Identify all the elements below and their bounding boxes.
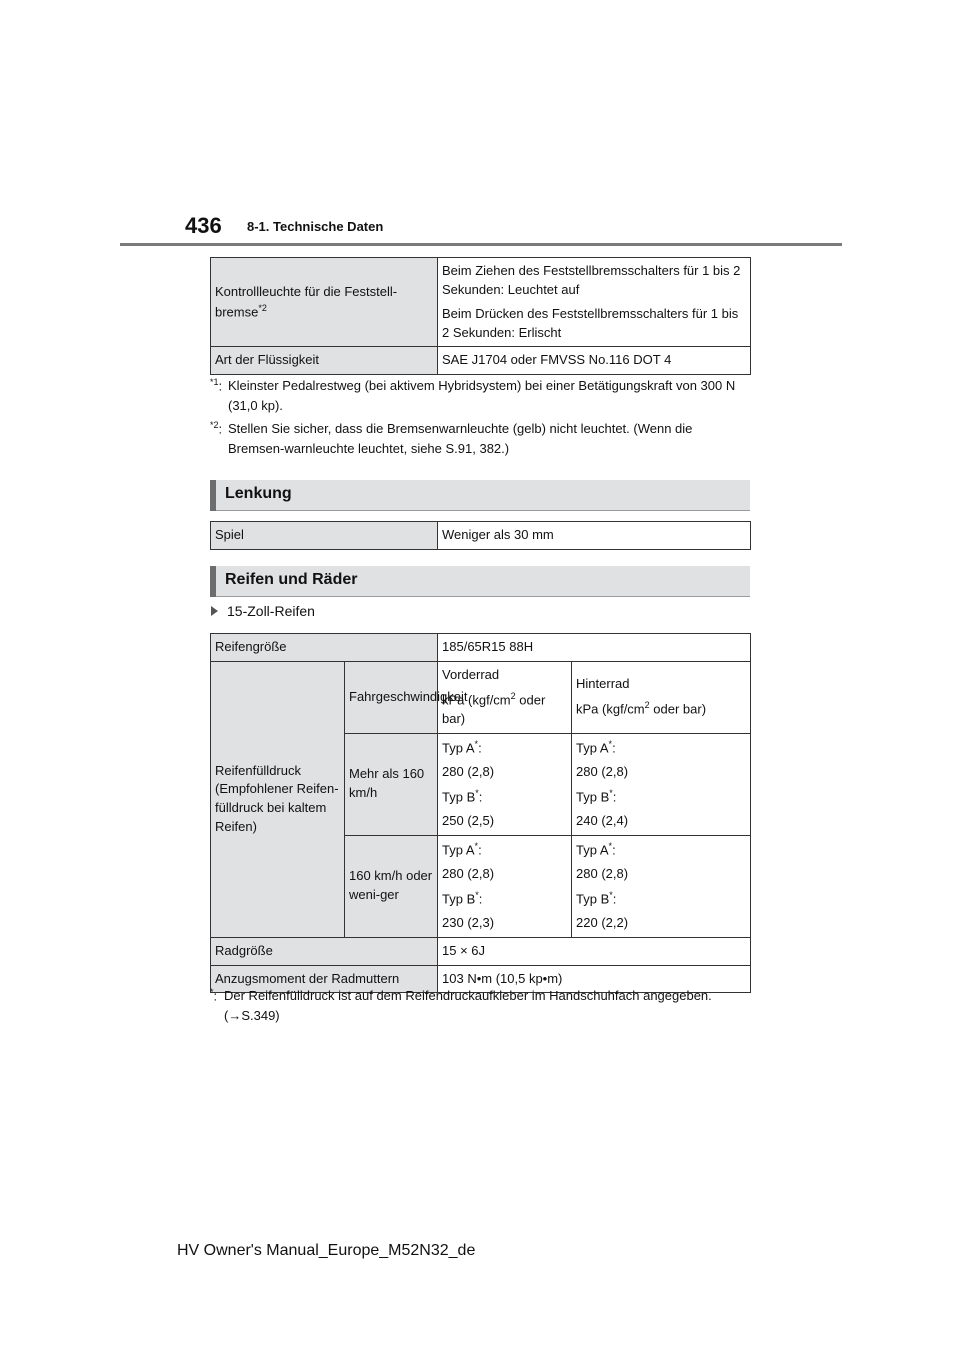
pressure-value: 280 (2,8) — [576, 865, 629, 881]
star: * — [609, 889, 613, 900]
type-b-label: Typ B — [442, 891, 476, 907]
footnote-text: Stellen Sie sicher, dass die Bremsenwarnleuchte (gelb) nicht leuchtet. (Wenn die Bremsen-warnleuchte leuchtet, siehe S.91, 382.) — [228, 421, 693, 457]
rear-header-text: Hinterrad — [576, 676, 630, 692]
unit-post: oder bar) — [442, 692, 546, 726]
steering-play-label: Spiel — [211, 522, 438, 550]
unit-pre: kPa (kgf/cm — [442, 692, 511, 708]
value-line: Beim Drücken des Feststellbremsschalters für 1 bis 2 Sekunden: Erlischt — [442, 305, 739, 340]
section-title: 8-1. Technische Daten — [247, 219, 384, 234]
pressure-value: 250 (2,5) — [442, 812, 495, 828]
table-row — [211, 522, 751, 550]
speed-header: Fahrgeschwindigkeit — [345, 661, 438, 733]
pressure-value: 280 (2,8) — [442, 865, 495, 881]
colon: : — [612, 740, 616, 756]
fluid-type-label: Art der Flüssigkeit — [211, 347, 438, 375]
brake-table — [210, 257, 751, 375]
label-superscript: *2 — [258, 302, 267, 313]
colon: : — [478, 891, 483, 907]
type-a-label: Typ A — [576, 842, 609, 858]
colon: : — [612, 842, 616, 858]
pressure-value: 220 (2,2) — [576, 914, 629, 930]
type-a-label: Typ A — [576, 740, 609, 756]
star: * — [608, 738, 613, 749]
page-number: 436 — [185, 213, 222, 238]
unit-text — [576, 699, 746, 719]
tire-size-label: Reifengröße — [211, 634, 438, 662]
heading-bar — [210, 566, 216, 597]
footnote-marker: * — [210, 987, 214, 997]
steering-heading — [210, 480, 750, 511]
star: * — [474, 840, 479, 851]
speed-value: Mehr als 160 km/h — [345, 733, 438, 835]
heading-bar — [210, 480, 216, 511]
tire-size-value: 185/65R15 88H — [438, 634, 751, 662]
steering-play-value: Weniger als 30 mm — [438, 522, 751, 550]
star: * — [608, 840, 613, 851]
heading-text: Lenkung — [225, 485, 292, 502]
table-row — [211, 634, 751, 662]
header-rule — [120, 243, 842, 246]
front-pressure — [438, 835, 572, 937]
colon: : — [478, 789, 483, 805]
colon: : — [612, 789, 617, 805]
footnote-marker: *2 — [210, 420, 219, 430]
star: * — [475, 787, 479, 798]
type-a-label: Typ A — [442, 842, 475, 858]
pressure-value: 280 (2,8) — [576, 763, 629, 779]
table-row — [211, 347, 751, 375]
lug-nut-torque-label: Anzugsmoment der Radmuttern — [211, 965, 438, 993]
tire-pressure-label: Reifenfülldruck (Empfohlener Reifen-fülldruck bei kaltem Reifen) — [211, 661, 345, 937]
star: * — [474, 738, 479, 749]
unit-sup: 2 — [644, 700, 650, 711]
type-b-label: Typ B — [442, 789, 476, 805]
pressure-value: 230 (2,3) — [442, 914, 495, 930]
rim-size-label: Radgröße — [211, 937, 438, 965]
star: * — [475, 889, 479, 900]
parking-brake-indicator-label — [211, 258, 438, 347]
rear-wheel-header — [572, 661, 751, 733]
value-line: Beim Ziehen des Feststellbremsschalters für 1 bis 2 Sekunden: Leuchtet auf — [442, 263, 741, 297]
tire-table — [210, 633, 751, 993]
table-row — [211, 937, 751, 965]
pressure-value: 240 (2,4) — [576, 812, 629, 828]
unit-text — [442, 690, 567, 729]
parking-brake-indicator-value — [438, 258, 751, 347]
rim-size-value: 15 × 6J — [438, 937, 751, 965]
front-wheel-header — [438, 661, 572, 733]
unit-post: oder bar) — [649, 701, 707, 717]
colon: : — [612, 891, 617, 907]
triangle-bullet-icon — [211, 606, 218, 616]
subheading-text: 15-Zoll-Reifen — [227, 603, 315, 619]
table-row — [211, 258, 751, 347]
colon: : — [478, 842, 482, 858]
star: * — [609, 787, 613, 798]
page-footer: HV Owner's Manual_Europe_M52N32_de — [177, 1242, 476, 1259]
type-b-label: Typ B — [576, 891, 610, 907]
footnote-marker: *1 — [210, 377, 219, 387]
table-row — [211, 661, 751, 733]
tire-subheading — [211, 603, 315, 619]
front-pressure — [438, 733, 572, 835]
steering-table — [210, 521, 751, 550]
footnote-text: Der Reifenfülldruck ist auf dem Reifendruckaufkleber im Handschuhfach angegeben. (→S.349) — [224, 988, 712, 1024]
tire-footnote: *: Der Reifenfülldruck ist auf dem Reifendruckaufkleber im Handschuhfach angegeben. (→S.349) — [210, 986, 750, 1026]
unit-pre: kPa (kgf/cm — [576, 701, 645, 717]
label-text: Kontrollleuchte für die Feststell-bremse — [215, 283, 398, 319]
type-a-label: Typ A — [442, 740, 475, 756]
lug-nut-torque-value: 103 N•m (10,5 kp•m) — [438, 965, 751, 993]
front-header-text: Vorderrad — [442, 666, 500, 682]
colon: : — [478, 740, 482, 756]
unit-sup: 2 — [510, 690, 516, 701]
footnote-text: Kleinster Pedalrestweg (bei aktivem Hybridsystem) bei einer Betätigungskraft von 300 N (31,0 kp). — [228, 378, 736, 414]
pressure-value: 280 (2,8) — [442, 763, 495, 779]
speed-value: 160 km/h oder weni-ger — [345, 835, 438, 937]
type-b-label: Typ B — [576, 789, 610, 805]
footnote-2: $^{*2}$: Stellen Sie sicher, dass die Bremsenwarnleuchte (gelb) nicht leuchtet. (Wenn die Bremsen-warnleuchte leuchtet, siehe S.91, 382.) — [210, 419, 750, 459]
tires-heading — [210, 566, 750, 597]
footnote-1: $^{*1}$: Kleinster Pedalrestweg (bei aktivem Hybridsystem) bei einer Betätigungskraft von 300 N (31,0 kp). — [210, 376, 750, 416]
rear-pressure — [572, 733, 751, 835]
fluid-type-value: SAE J1704 oder FMVSS No.116 DOT 4 — [438, 347, 751, 375]
rear-pressure — [572, 835, 751, 937]
heading-text: Reifen und Räder — [225, 571, 358, 588]
